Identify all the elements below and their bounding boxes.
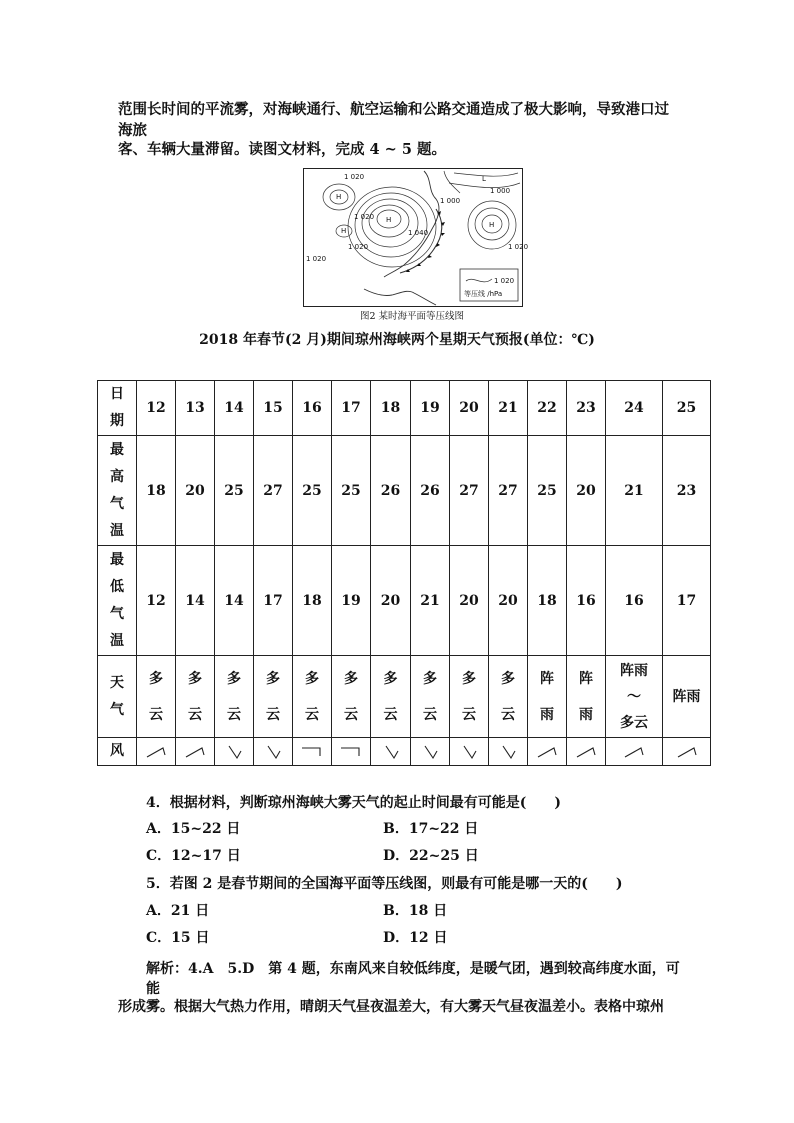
wind-cell <box>332 738 371 766</box>
legend-value: 1 020 <box>494 277 515 285</box>
map-label: 1 000 <box>490 187 511 195</box>
wind-cell <box>137 738 176 766</box>
min-cell: 20 <box>489 546 528 656</box>
isobar-map <box>304 169 529 306</box>
map-label: H <box>489 221 495 229</box>
weather-cell: 多 云 <box>254 656 293 738</box>
wind-barb-ne-icon <box>676 745 698 759</box>
wind-barb-se-icon <box>262 744 284 760</box>
wind-cell <box>215 738 254 766</box>
question-4-option-a: A．15~22 日 <box>146 821 241 837</box>
max-cell: 20 <box>176 436 215 546</box>
max-cell: 26 <box>371 436 411 546</box>
max-cell: 23 <box>663 436 711 546</box>
wind-barb-se-icon <box>223 744 245 760</box>
row-label-max: 最 高 气 温 <box>98 436 137 546</box>
wind-cell <box>254 738 293 766</box>
date-cell: 18 <box>371 381 411 436</box>
min-cell: 16 <box>606 546 663 656</box>
map-label: H <box>386 216 392 224</box>
wind-barb-e-icon <box>300 745 324 759</box>
wind-barb-ne-icon <box>575 745 597 759</box>
date-cell: 17 <box>332 381 371 436</box>
min-cell: 20 <box>450 546 489 656</box>
question-5-option-d: D．12 日 <box>383 930 448 946</box>
date-cell: 24 <box>606 381 663 436</box>
wind-cell <box>606 738 663 766</box>
weather-cell: 阵雨 ～ 多云 <box>606 656 663 738</box>
question-5-option-c: C．15 日 <box>146 930 210 946</box>
min-cell: 12 <box>137 546 176 656</box>
date-cell: 20 <box>450 381 489 436</box>
wind-barb-e-icon <box>339 745 363 759</box>
min-cell: 19 <box>332 546 371 656</box>
max-cell: 18 <box>137 436 176 546</box>
weather-cell: 多 云 <box>137 656 176 738</box>
wind-barb-ne-icon <box>623 745 645 759</box>
intro-line-1: 范围长时间的平流雾，对海峡通行、航空运输和公路交通造成了极大影响，导致港口过海旅 <box>118 101 669 139</box>
figure-caption: 图2 某时海平面等压线图 <box>359 311 465 322</box>
row-min-temp <box>98 546 711 656</box>
map-label: 1 040 <box>408 229 429 237</box>
min-cell: 17 <box>254 546 293 656</box>
max-cell: 26 <box>411 436 450 546</box>
date-cell: 23 <box>567 381 606 436</box>
intro-line-2: 客、车辆大量滞留。读图文材料，完成 4 ~ 5 题。 <box>118 141 447 158</box>
question-4-option-c: C．12~17 日 <box>146 848 241 864</box>
weather-cell: 多 云 <box>332 656 371 738</box>
row-date <box>98 381 711 436</box>
max-cell: 27 <box>489 436 528 546</box>
max-cell: 25 <box>528 436 567 546</box>
date-cell: 16 <box>293 381 332 436</box>
row-label-weather: 天 气 <box>98 656 137 738</box>
max-cell: 27 <box>254 436 293 546</box>
analysis-line-2: 形成雾。根据大气热力作用，晴朗天气昼夜温差大，有大雾天气昼夜温差小。表格中琼州 <box>118 999 664 1015</box>
row-weather <box>98 656 711 738</box>
question-5-option-a: A．21 日 <box>146 903 210 919</box>
question-4-option-d: D．22~25 日 <box>383 848 479 864</box>
wind-cell <box>293 738 332 766</box>
min-cell: 21 <box>411 546 450 656</box>
max-cell: 25 <box>332 436 371 546</box>
map-label: H <box>336 193 342 201</box>
max-cell: 27 <box>450 436 489 546</box>
min-cell: 16 <box>567 546 606 656</box>
row-wind <box>98 738 711 766</box>
isobar-map-figure <box>303 168 529 307</box>
table-title: 2018 年春节(2 月)期间琼州海峡两个星期天气预报(单位：℃) <box>199 332 595 348</box>
legend-label: 等压线 /hPa <box>464 290 503 298</box>
row-label-wind: 风 <box>98 738 137 766</box>
analysis-line-1: 解析：4.A 5.D 第 4 题，东南风来自较低纬度，是暖气团，遇到较高纬度水面，可能 <box>146 961 680 997</box>
weather-cell: 多 云 <box>489 656 528 738</box>
min-cell: 14 <box>176 546 215 656</box>
question-4-stem: 4．根据材料，判断琼州海峡大雾天气的起止时间最有可能是( ) <box>146 795 561 811</box>
wind-barb-ne-icon <box>536 745 558 759</box>
map-label: 1 000 <box>440 197 461 205</box>
date-cell: 14 <box>215 381 254 436</box>
map-label: L <box>482 175 486 183</box>
max-cell: 25 <box>215 436 254 546</box>
weather-cell: 多 云 <box>293 656 332 738</box>
map-label: 1 020 <box>508 243 529 251</box>
wind-cell <box>489 738 528 766</box>
row-max-temp <box>98 436 711 546</box>
date-cell: 13 <box>176 381 215 436</box>
max-cell: 21 <box>606 436 663 546</box>
wind-cell <box>371 738 411 766</box>
min-cell: 20 <box>371 546 411 656</box>
weather-cell: 阵 雨 <box>567 656 606 738</box>
wind-cell <box>450 738 489 766</box>
forecast-table <box>97 380 711 766</box>
date-cell: 12 <box>137 381 176 436</box>
min-cell: 18 <box>293 546 332 656</box>
wind-barb-se-icon <box>380 744 402 760</box>
wind-barb-ne-icon <box>145 745 167 759</box>
map-label: 1 020 <box>306 255 327 263</box>
map-label: 1 020 <box>354 213 375 221</box>
weather-cell: 多 云 <box>371 656 411 738</box>
date-cell: 21 <box>489 381 528 436</box>
wind-cell <box>663 738 711 766</box>
wind-barb-se-icon <box>458 744 480 760</box>
wind-barb-se-icon <box>497 744 519 760</box>
max-cell: 20 <box>567 436 606 546</box>
min-cell: 18 <box>528 546 567 656</box>
wind-barb-se-icon <box>419 744 441 760</box>
min-cell: 14 <box>215 546 254 656</box>
date-cell: 25 <box>663 381 711 436</box>
wind-cell <box>567 738 606 766</box>
weather-cell: 多 云 <box>411 656 450 738</box>
wind-cell <box>176 738 215 766</box>
question-5-option-b: B．18 日 <box>383 903 448 919</box>
row-label-date: 日 期 <box>98 381 137 436</box>
date-cell: 19 <box>411 381 450 436</box>
map-label: H <box>341 227 347 235</box>
question-5-stem: 5．若图 2 是春节期间的全国海平面等压线图，则最有可能是哪一天的( ) <box>146 876 623 892</box>
min-cell: 17 <box>663 546 711 656</box>
max-cell: 25 <box>293 436 332 546</box>
date-cell: 22 <box>528 381 567 436</box>
weather-cell: 多 云 <box>450 656 489 738</box>
weather-cell: 阵 雨 <box>528 656 567 738</box>
weather-cell: 阵雨 <box>663 656 711 738</box>
map-label: 1 020 <box>344 173 365 181</box>
row-label-min: 最 低 气 温 <box>98 546 137 656</box>
wind-barb-ne-icon <box>184 745 206 759</box>
weather-cell: 多 云 <box>215 656 254 738</box>
weather-cell: 多 云 <box>176 656 215 738</box>
date-cell: 15 <box>254 381 293 436</box>
question-4-option-b: B．17~22 日 <box>383 821 479 837</box>
wind-cell <box>411 738 450 766</box>
wind-cell <box>528 738 567 766</box>
map-label: 1 020 <box>348 243 369 251</box>
